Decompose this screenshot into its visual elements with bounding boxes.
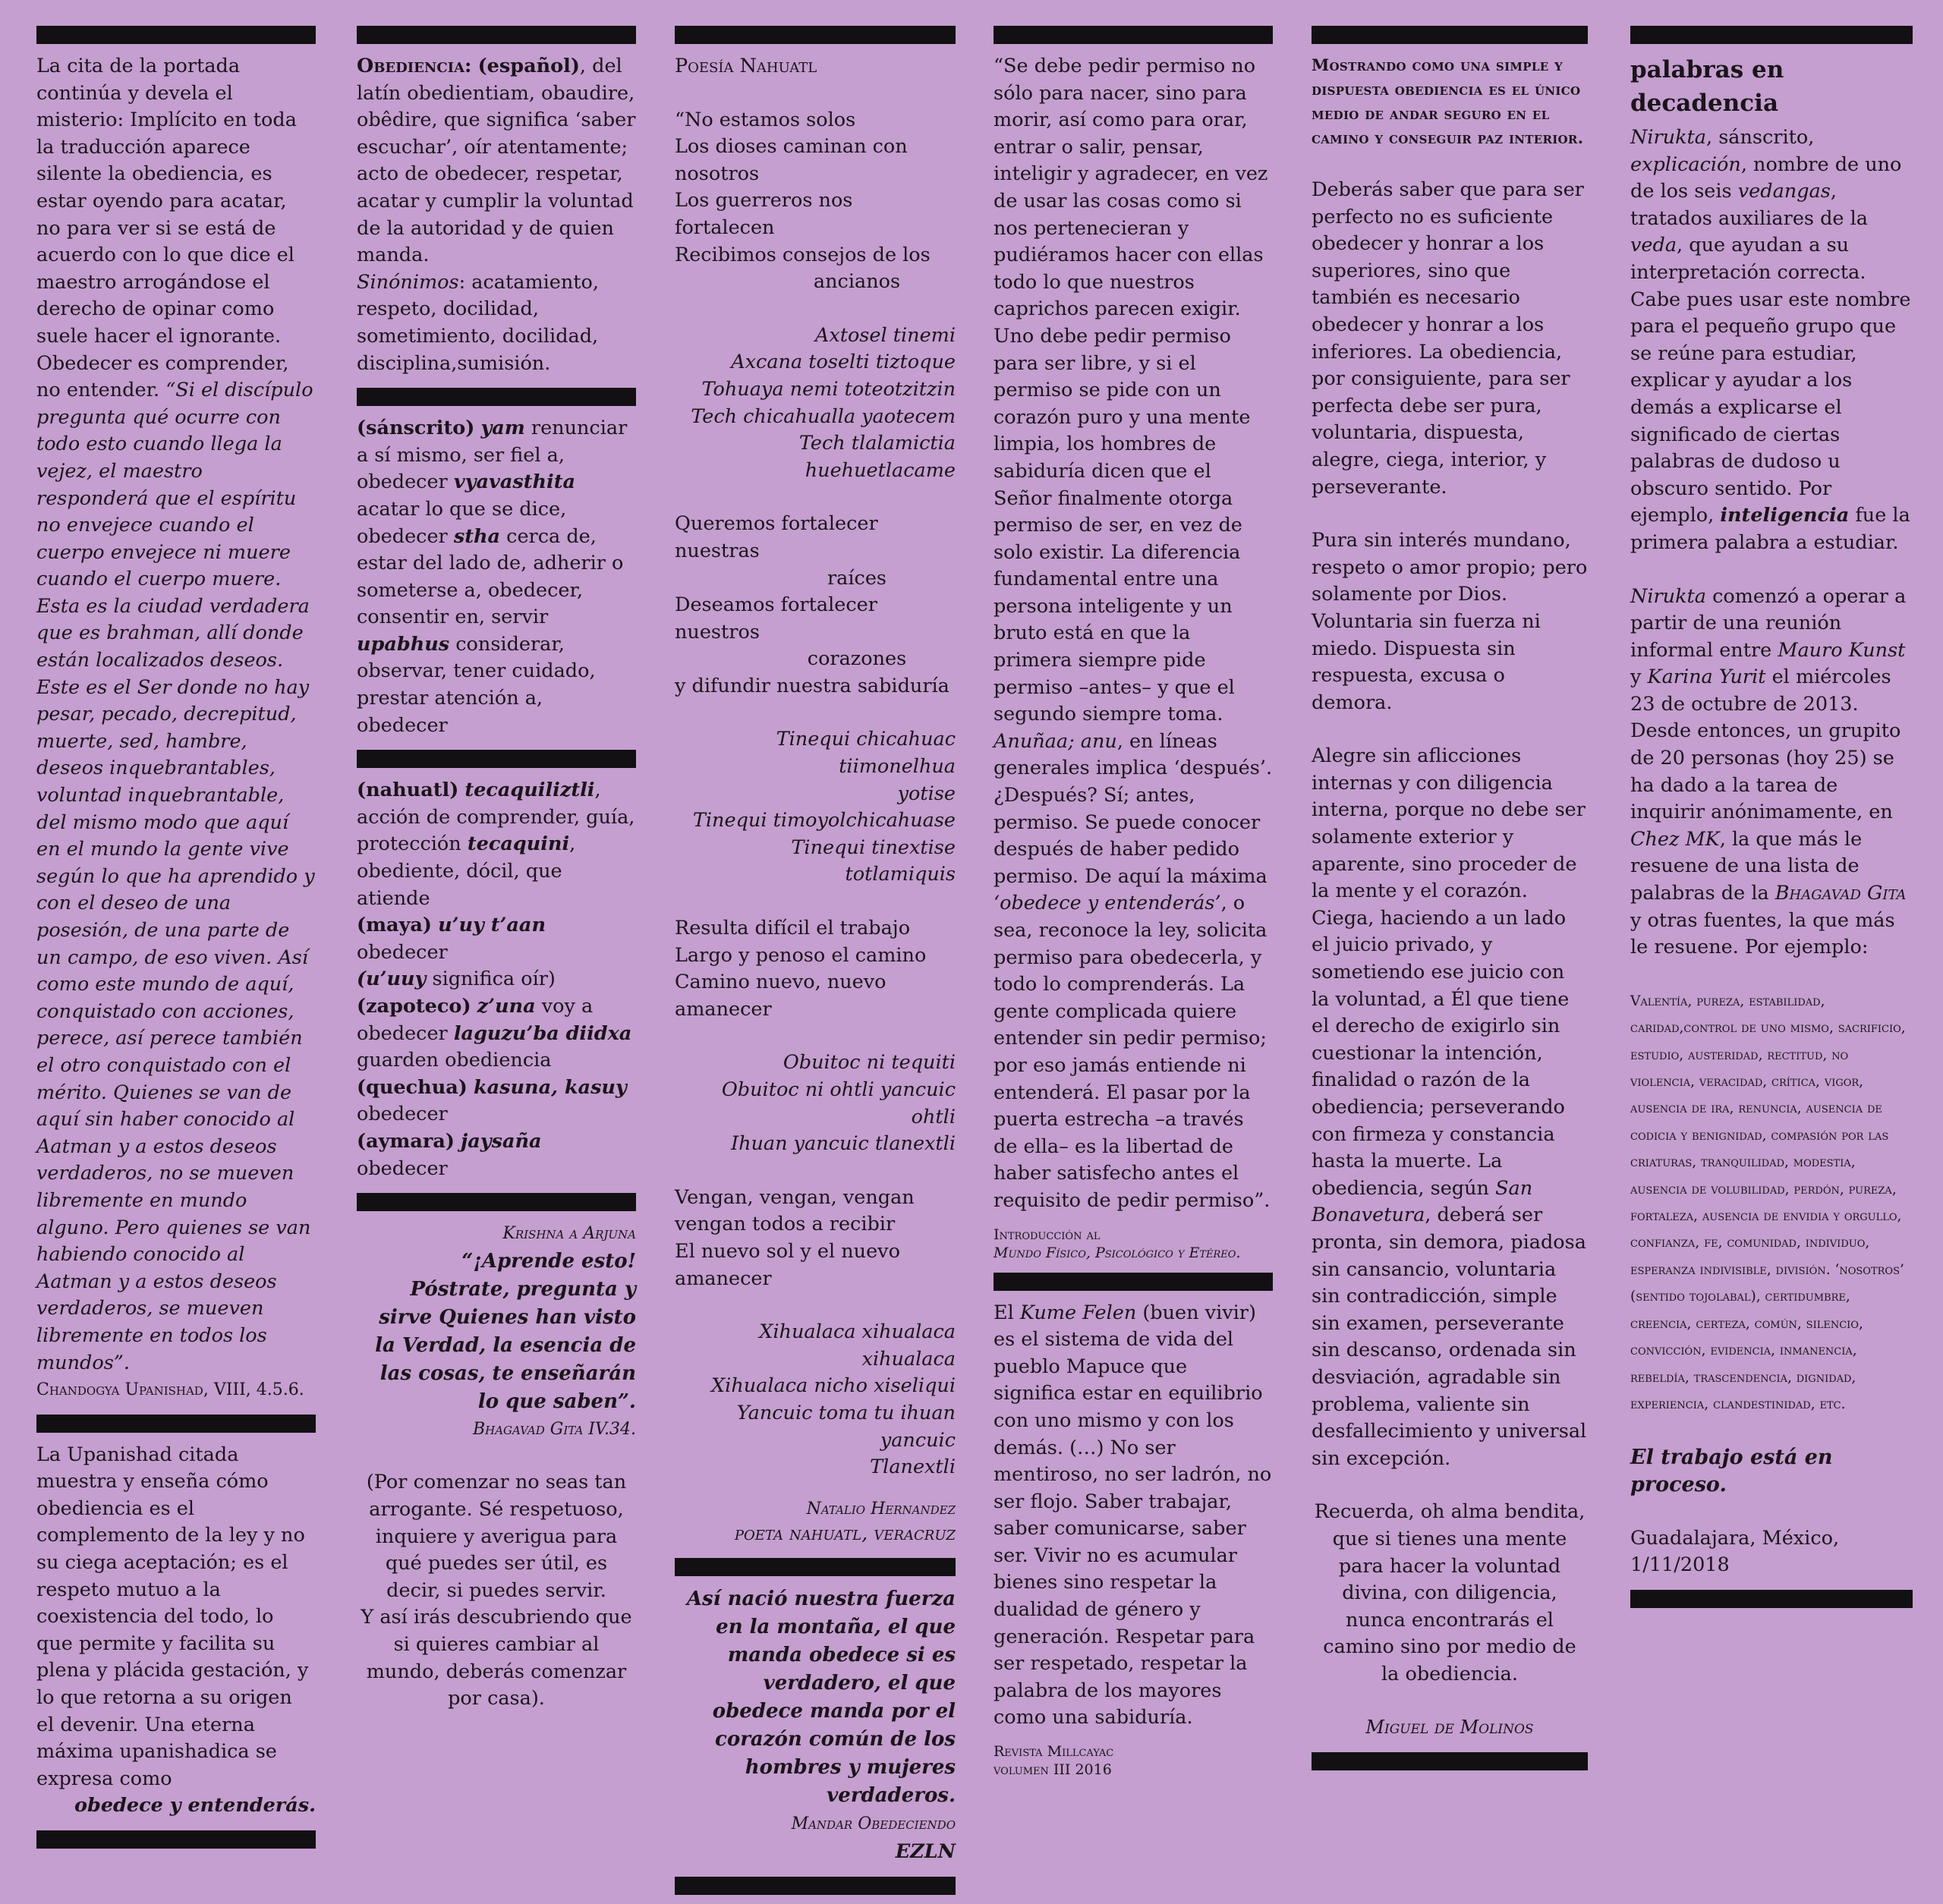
quote-attribution: Krishna a Arjuna — [502, 1224, 636, 1244]
section-bar — [36, 26, 316, 44]
synonyms: Sinónimos: acatamiento, respeto, docilidad, sometimiento, docilidad, disciplina,sumisión. — [357, 270, 599, 375]
poem-author: Natalio Hernandez — [806, 1499, 956, 1518]
molinos-heading: Mostrando como una simple y dispuesta obediencia es el único medio de andar seguro en el camino y conseguir paz interior. — [1312, 55, 1584, 147]
commentary-note-1: (Por comenzar no seas tan arrogante. Sé respetuoso, inquiere y averigua para qué puedes ser útil, es decir, si puedes servir. — [366, 1471, 627, 1602]
nirukta-paragraph-2: Nirukta comenzó a operar a partir de una reunión informal entre Mauro Kunst y Karina Yurit el miércoles 23 de octubre de 2013. Desde entonces, un grupito de 20 personas (hoy 25) se ha dado a la tarea de inquirir anónimamente, en Chez MK, la que más le resuene de una lista de palabras de la Bhagavad Gita y otras fuentes, la que más le resuene. Por ejemplo: — [1630, 584, 1907, 959]
section-bar — [357, 26, 636, 44]
gita-source: Bhagavad Gita IV.34. — [472, 1419, 636, 1439]
nirukta-paragraph-1: Nirukta, sánscrito, explicación, nombre de uno de los seis vedangas, tratados auxiliares de la veda, que ayudan a su interpretación correcta. Cabe pues usar este nombre para el pequeño grupo que se reúne para estudiar, explicar y ayudar a los demás a explicarse el significado de ciertas palabras de dudoso u obscuro sentido. Por ejemplo, inteligencia fue la primera palabra a estudiar. — [1630, 126, 1911, 554]
definition-zapoteco: (zapoteco) z’una voy a obedecer laguzu’ba diidxa guarden obediencia — [357, 995, 632, 1072]
intro-paragraph: La cita de la portada continúa y devela el misterio: Implícito en toda la traducción aparece silente la obediencia, es estar oyendo para acatar, no para ver si se está de acuerdo con lo que dice el maestro arrogándose el derecho de opinar como suele hacer el ignorante. Obedecer es comprender, no entender. “Si el discípulo pregunta qué ocurre con todo esto cuando llega la vejez, el maestro responderá que el espíritu no envejece cuando el cuerpo envejece ni muere cuando el cuerpo muere. Esta es la ciudad verdadera que es brahman, allí donde están localizados deseos. Este es el Ser donde no hay pesar, pecado, decrepitud, muerte, sed, hambre, deseos inquebrantables, voluntad inquebrantable, del mismo modo que aquí en el mundo la gente vive según lo que ha aprendido y con el deseo de una posesión, de una parte de un campo, de eso viven. Así como este mundo de aquí, conquistado con acciones, perece, así perece también el otro conquistado con el mérito. Quienes se van de aquí sin haber conocido al Aatman y a estos deseos verdaderos, no se mueven libremente en mundo alguno. Pero quienes se van habiendo conocido al Aatman y a estos deseos verdaderos, se mueven libremente en todos los mundos”. — [36, 55, 315, 1374]
section-bar — [675, 1558, 956, 1576]
kume-source-2: volumen III 2016 — [994, 1761, 1112, 1779]
word-list: Valentía, pureza, estabilidad, caridad,control de uno mismo, sacrificio, estudio, austeridad, rectitud, no violencia, veracidad, crítica, vigor, ausencia de ira, renuncia, ausencia de codicia y benignidad, compasión por las criaturas, tranquilidad, modestia, ausencia de volubilidad, perdón, pureza, fortaleza, ausencia de envidia y orgullo, confianza, fe, comunidad, individuo, esperanza indivisible, división. ‘nosotros’ (sentido tojolabal), certidumbre, creencia, certeza, común, silencio, convicción, evidencia, inmanencia, rebeldía, trascendencia, dignidad, experiencia, clandestinidad, etc. — [1630, 993, 1906, 1412]
section-bar — [36, 1415, 316, 1433]
column-2 — [357, 26, 636, 1713]
section-bar — [994, 26, 1273, 44]
column-6 — [1630, 26, 1913, 1617]
kume-felen-paragraph: El Kume Felen (buen vivir) es el sistema de vida del pueblo Mapuce que significa estar en equilibrio con uno mismo y con los demás. (…) No ser mentiroso, no ser ladrón, no ser flojo. Saber trabajar, saber comunicarse, saber ser. Vivir no es acumular bienes sino respetar la dualidad de género y generación. Respetar para ser respetado, respetar la palabra de los mayores como una sabiduría. — [994, 1301, 1272, 1729]
poem-title: Poesía Nahuatl — [675, 55, 817, 77]
section-bar — [1630, 1590, 1913, 1608]
maxim: obedece y entenderás. — [74, 1794, 316, 1817]
gita-quote: “¡Aprende esto! Póstrate, pregunta y sirve Quienes han visto la Verdad, la esencia de las cosas, te enseñarán lo que saben”. — [375, 1249, 636, 1413]
section-title: palabras en decadencia — [1630, 56, 1784, 117]
molinos-paragraph-1: Deberás saber que para ser perfecto no es suficiente obedecer y honrar a los superiores, sino que también es necesario obedecer y honrar a los inferiores. La obediencia, por consiguiente, para ser perfecta debe ser pura, voluntaria, dispuesta, alegre, ciega, interior, y perseverante. — [1312, 178, 1584, 499]
molinos-paragraph-4: Recuerda, oh alma bendita, que si tienes una mente para hacer la voluntad divina, con diligencia, nunca encontrarás el camino sino por medio de la obediencia. — [1314, 1500, 1586, 1685]
closing-statement: El trabajo está en proceso. — [1630, 1446, 1833, 1496]
definition-spanish: Obediencia: (español), del latín obedientiam, obaudire, obêdire, que significa ‘saber escuchar’, oír atentamente; acto de obedecer, respetar, acatar y cumplir la voluntad de la autoridad y de quien manda. — [357, 55, 636, 267]
column-1 — [36, 26, 316, 1858]
permission-source-1: Introducción al — [994, 1226, 1101, 1243]
column-3 — [675, 26, 956, 1904]
stanza-6: Obuitoc ni tequiti Obuitoc ni ohtli yancuic ohtli Ihuan yancuic tlanextli — [721, 1051, 956, 1156]
poem-author-subtitle: poeta nahuatl, veracruz — [734, 1522, 956, 1545]
kume-source-1: Revista Millcayac — [994, 1743, 1114, 1761]
column-5 — [1312, 26, 1588, 1780]
definition-aymara: (aymara) jaysaña obedecer — [357, 1129, 542, 1180]
molinos-paragraph-2: Pura sin interés mundano, respeto o amor propio; pero solamente por Dios. Voluntaria sin fuerza ni miedo. Dispuesta sin respuesta, excusa o demora. — [1312, 529, 1588, 714]
place-date: Guadalajara, México, 1/11/2018 — [1630, 1526, 1840, 1577]
stanza-3: Queremos fortalecer nuestras raíces Deseamos fortalecer nuestros corazones y difundir nuestra sabiduría — [675, 512, 949, 697]
ezln-quote: Así nació nuestra fuerza en la montaña, el que manda obedece si es verdadero, el que obedece manda por el corazón común de los hombres y mujeres verdaderos. — [686, 1588, 956, 1808]
quote-source: Chandogya Upanishad, VIII, 4.5.6. — [36, 1380, 304, 1400]
section-bar — [357, 1193, 636, 1211]
section-bar — [357, 750, 636, 768]
stanza-7: Vengan, vengan, vengan vengan todos a recibir El nuevo sol y el nuevo amanecer — [675, 1185, 915, 1290]
upanishad-explanation: La Upanishad citada muestra y enseña cómo obediencia es el complemento de la ley y no su ciega aceptación; es el respeto mutuo a la coexistencia del todo, lo que permite y facilita su plena y plácida gestación, y lo que retorna a su origen el devenir. Una eterna máxima upanishadica se expresa como — [36, 1443, 309, 1790]
stanza-4: Tinequi chicahuac tiimonelhua yotise Tinequi timoyolchicahuase Tinequi tinextise totlamiquis — [692, 728, 956, 886]
definition-maya-2: (u’uuy significa oír) — [357, 968, 556, 991]
section-bar — [1312, 1752, 1588, 1770]
section-bar — [675, 26, 956, 44]
column-4 — [994, 26, 1273, 1779]
ezln-source-title: Mandar Obedeciendo — [791, 1814, 956, 1834]
section-bar — [675, 1877, 956, 1895]
definition-maya: (maya) u’uy t’aan obedecer — [357, 914, 546, 964]
section-bar — [994, 1273, 1273, 1291]
section-bar — [357, 388, 636, 406]
stanza-1: “No estamos solos Los dioses caminan con nosotros Los guerreros nos fortalecen Recibimos consejos de los ancianos — [675, 108, 931, 294]
stanza-2: Axtosel tinemi Axcana toselti tiztoque Tohuaya nemi toteotzitzin Tech chicahualla yaotecem Tech tlalamictia huehuetlacame — [691, 323, 956, 482]
definition-quechua: (quechua) kasuna, kasuy obedecer — [357, 1075, 627, 1126]
definition-nahuatl: (nahuatl) tecaquiliztli, acción de comprender, guía, protección tecaquini, obediente, dócil, que atiende — [357, 779, 635, 910]
section-bar — [1312, 26, 1588, 44]
section-bar — [36, 1830, 316, 1849]
permission-source-2: Mundo Físico, Psicológico y Etéreo. — [994, 1244, 1241, 1261]
molinos-paragraph-3: Alegre sin aflicciones internas y con diligencia interna, porque no debe ser solamente exterior y aparente, sino proceder de la mente y el corazón. Ciega, haciendo a un lado el juicio privado, y sometiendo ese juicio con la voluntad, a Él que tiene el derecho de exigirlo sin cuestionar la intención, finalidad o razón de la obediencia; perseverando con firmeza y constancia hasta la muerte. La obediencia, según San Bonavetura, deberá ser pronta, sin demora, piadosa sin cansancio, voluntaria sin contradicción, simple sin examen, perseverante sin descanso, ordenada sin desviación, agradable sin problema, valiente sin desfallecimiento y universal sin excepción. — [1312, 744, 1587, 1470]
stanza-5: Resulta difícil el trabajo Largo y penoso el camino Camino nuevo, nuevo amanecer — [675, 917, 927, 1021]
ezln-source: EZLN — [895, 1840, 956, 1864]
molinos-author: Miguel de Molinos — [1365, 1717, 1534, 1739]
section-bar — [1630, 26, 1913, 44]
definition-sanskrit: (sánscrito) yam renunciar a sí mismo, ser fiel a, obedecer vyavasthita acatar lo que se dice, obedecer stha cerca de, estar del lado de, adherir o someterse a, obedecer, consentir en, servir upabhus considerar, observar, tener cuidado, prestar atención a, obedecer — [357, 417, 628, 737]
permission-paragraph: “Se debe pedir permiso no sólo para nacer, sino para morir, así como para orar, entrar o salir, pensar, inteligir y agradecer, en vez de usar las cosas como si nos pertenecieran y pudiéramos hacer con ellas todo lo que nuestros caprichos parecen exigir. Uno debe pedir permiso para ser libre, y si el permiso se pide con un corazón puro y una mente limpia, los hombres de sabiduría dicen que el Señor finalmente otorga permiso de ser, en vez de solo existir. La diferencia fundamental entre una persona inteligente y un bruto está en que la primera siempre pide permiso –antes– y que el segundo siempre toma. Anuñaa; anu, en líneas generales implica ‘después’. ¿Después? Sí; antes, permiso. Se puede conocer después de haber pedido permiso. De aquí la máxima ‘obedece y entenderás’, o sea, reconoce la ley, solicita permiso para obedecerla, y todo lo comprenderás. La gente complicada quiere entender sin pedir permiso; por eso jamás entiende ni entenderá. El pasar por la puerta estrecha –a través de ella– es la libertad de haber satisfecho antes el requisito de pedir permiso”. — [994, 55, 1273, 1212]
commentary-note-2: Y así irás descubriendo que si quieres cambiar al mundo, deberás comenzar por casa). — [361, 1606, 632, 1710]
upanishad-quote: “Si el discípulo pregunta qué ocurre con todo esto cuando llega la vejez, el maestro responderá que el espíritu no envejece cuando el cuerpo envejece ni muere cuando el cuerpo muere. Esta es la ciudad verdadera que es brahman, allí donde están localizados deseos. Este es el Ser donde no hay pesar, pecado, decrepitud, muerte, sed, hambre, deseos inquebrantables, voluntad inquebrantable, del mismo modo que aquí en el mundo la gente vive según lo que ha aprendido y con el deseo de una posesión, de una parte de un campo, de eso viven. Así como este mundo de aquí, conquistado con acciones, perece, así perece también el otro conquistado con el mérito. Quienes se van de aquí sin haber conocido al Aatman y a estos deseos verdaderos, no se mueven libremente en mundo alguno. Pero quienes se van habiendo conocido al Aatman y a estos deseos verdaderos, se mueven libremente en todos los mundos”. — [36, 379, 315, 1374]
stanza-8: Xihualaca xihualaca xihualaca Xihualaca nicho xiseliqui Yancuic toma tu ihuan yancuic Tlanextli — [711, 1320, 956, 1479]
